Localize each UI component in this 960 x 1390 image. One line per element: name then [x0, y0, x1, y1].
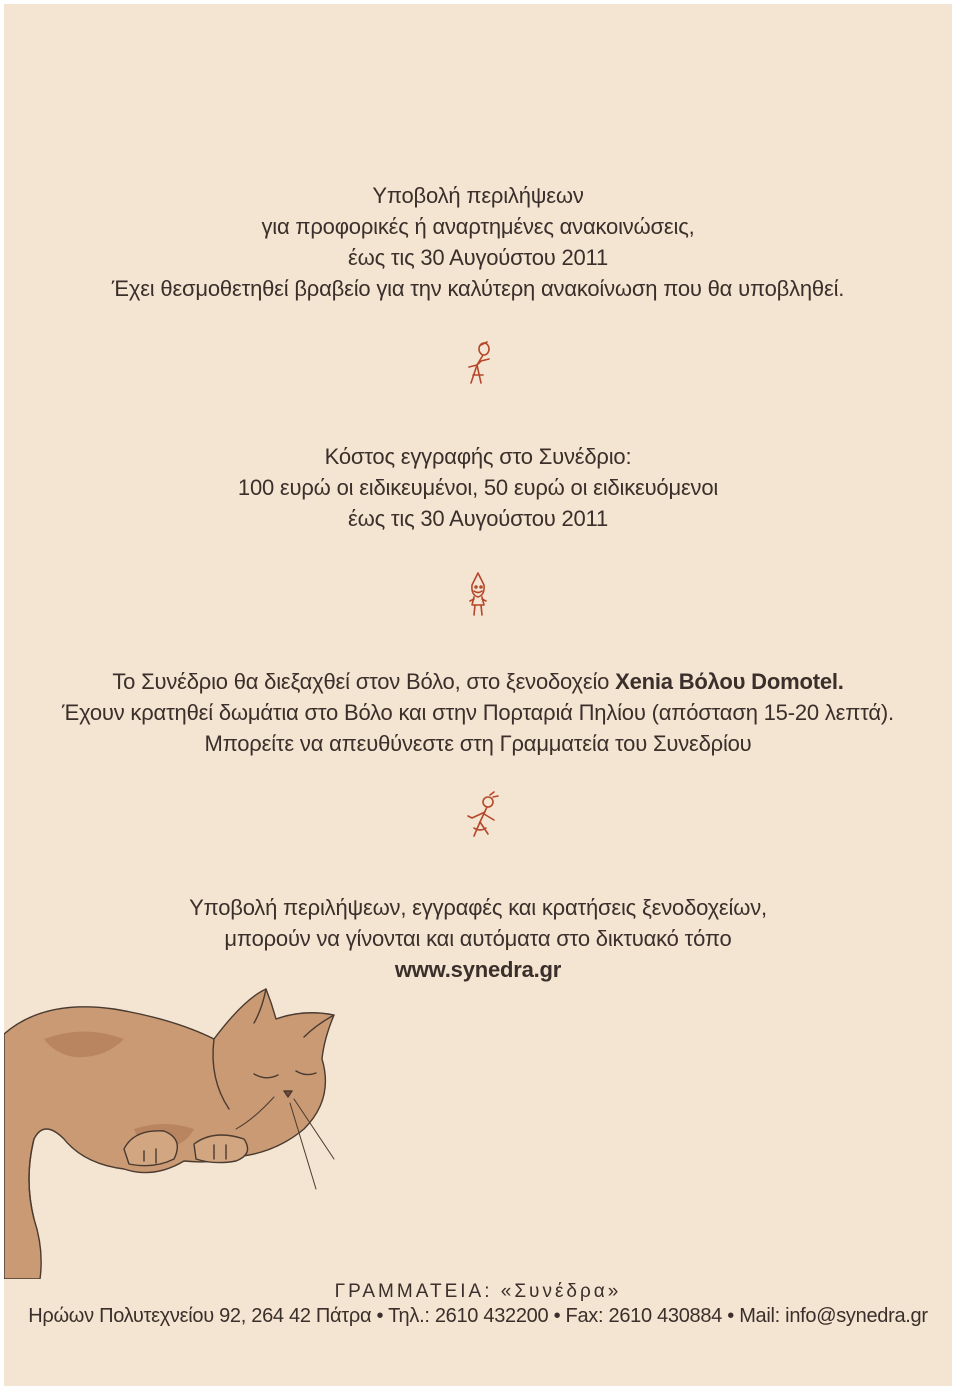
secretariat-contact: Ηρώων Πολυτεχνείου 92, 264 42 Πάτρα • Τηλ.: 2610 432200 • Fax: 2610 430884 • Mail: info@synedra.gr	[28, 1305, 928, 1327]
award-note: Έχει θεσμοθετηθεί βραβείο για την καλύτερη ανακοίνωση που θα υποβληθεί.	[111, 276, 845, 301]
fees-section	[4, 441, 952, 534]
flyer-page	[4, 4, 952, 1386]
venue-line	[4, 666, 952, 697]
venue-section	[4, 666, 952, 759]
fees-deadline: έως τις 30 Αυγούστου 2011	[348, 506, 608, 531]
abstracts-heading: Υποβολή περιλήψεων	[372, 183, 584, 208]
venue-text: Το Συνέδριο θα διεξαχθεί στον Βόλο, στο ξενοδοχείο	[112, 669, 616, 694]
online-note: μπορούν να γίνονται και αυτόματα στο δικτυακό τόπο	[224, 926, 732, 951]
stick-figure-icon	[460, 790, 504, 844]
stick-figure-icon	[459, 339, 499, 389]
abstracts-section	[4, 180, 952, 304]
online-section	[4, 892, 952, 985]
hotel-name: Xenia Βόλου Domotel.	[615, 669, 844, 694]
rooms-note: Έχουν κρατηθεί δωμάτια στο Βόλο και στην Πορταριά Πηλίου (απόσταση 15-20 λεπτά).	[62, 700, 894, 725]
website-link[interactable]: www.synedra.gr	[394, 957, 562, 982]
fees-amounts: 100 ευρώ οι ειδικευμένοι, 50 ευρώ οι ειδικευόμενοι	[237, 475, 719, 500]
fees-heading: Κόστος εγγραφής στο Συνέδριο:	[324, 444, 632, 469]
stick-figure-icon	[462, 571, 494, 619]
secretariat-title: ΓΡΑΜΜΑΤΕΙΑ: «Συνέδρα»	[334, 1281, 622, 1302]
abstracts-type: για προφορικές ή αναρτημένες ανακοινώσεις,	[261, 214, 695, 239]
abstracts-deadline: έως τις 30 Αυγούστου 2011	[348, 245, 608, 270]
sleeping-cat-illustration	[4, 979, 344, 1279]
online-heading: Υποβολή περιλήψεων, εγγραφές και κρατήσεις ξενοδοχείων,	[189, 895, 767, 920]
secretariat-note: Μπορείτε να απευθύνεστε στη Γραμματεία του Συνεδρίου	[204, 731, 752, 756]
